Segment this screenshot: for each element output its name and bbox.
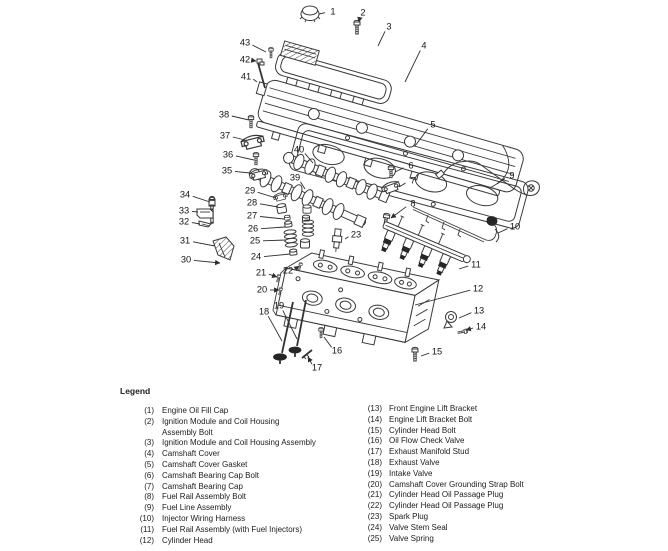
legend-item-number: (15) [367, 425, 382, 435]
callout-5: 5 [430, 119, 436, 130]
injector-wiring-harness [413, 207, 499, 242]
legend-item [352, 426, 562, 437]
legend-item [352, 501, 562, 512]
callout-4: 4 [421, 40, 427, 51]
callout-34: 34 [179, 189, 191, 200]
legend-item-number: (2) [144, 416, 154, 426]
legend-item [126, 471, 356, 482]
callout-leader-16 [324, 337, 332, 347]
callout-leader-29 [258, 192, 276, 198]
legend-item-label: Camshaft Cover Gasket [162, 459, 248, 469]
legend-item [352, 490, 562, 501]
engine-oil-fill-cap [300, 6, 320, 22]
callout-32: 32 [178, 216, 190, 227]
legend-item-number: (23) [367, 511, 382, 521]
legend-item [352, 415, 562, 426]
legend-item-label: Cylinder Head Oil Passage Plug [389, 501, 504, 511]
callout-leader-8 [391, 207, 406, 218]
legend-item-label: Fuel Line Assembly [162, 503, 232, 513]
callout-leader-33 [192, 211, 198, 212]
callout-8: 8 [410, 198, 416, 209]
legend-item [126, 482, 356, 493]
exhaust-manifold-stud [302, 350, 312, 359]
callout-39: 39 [289, 172, 301, 183]
callout-leader-13 [459, 313, 471, 318]
legend-item-label: Camshaft Cover Grounding Strap Bolt [389, 479, 524, 489]
legend-item-label: Ignition Module and Coil Housing Assembly [162, 438, 316, 448]
legend-item-number: (3) [144, 438, 154, 448]
legend-item-number: (25) [367, 533, 382, 543]
legend-item [352, 458, 562, 469]
callout-29: 29 [244, 185, 256, 196]
legend-item-label: Fuel Rail Assembly Bolt [162, 492, 247, 502]
legend-item-label: Exhaust Valve [389, 457, 440, 467]
legend-item-number: (12) [139, 535, 154, 545]
valvetrain-stack [301, 205, 314, 248]
callout-9: 9 [509, 170, 515, 181]
callout-28: 28 [246, 197, 258, 208]
callout-43: 43 [239, 37, 251, 48]
callout-leader-4 [405, 50, 420, 82]
legend-item-number: (11) [140, 524, 154, 534]
callout-leader-26 [261, 227, 285, 229]
callout-16: 16 [331, 345, 343, 356]
callout-leader-41 [253, 79, 257, 82]
callout-26: 26 [247, 223, 259, 234]
callout-leader-18 [268, 316, 282, 341]
legend-item-number: (7) [144, 481, 154, 491]
legend-item-number: (20) [367, 479, 382, 489]
legend-item [126, 406, 356, 417]
legend-item-label: Ignition Module and Coil Housing Assembly Bolt [162, 416, 280, 437]
spark-plug [331, 229, 342, 253]
callout-10: 10 [509, 221, 521, 232]
callout-42: 42 [239, 54, 251, 65]
legend-item-number: (19) [367, 468, 382, 478]
callout-2: 2 [360, 7, 366, 18]
legend-item [126, 460, 356, 471]
legend-item [352, 512, 562, 523]
cylinder-head [270, 243, 443, 357]
legend-item-label: Camshaft Bearing Cap [162, 481, 243, 491]
callout-leader-35 [235, 171, 250, 173]
legend-item-label: Intake Valve [389, 468, 433, 478]
front-engine-lift-bracket [444, 312, 457, 329]
legend-item-label: Valve Spring [389, 533, 434, 543]
legend-item-number: (6) [144, 470, 154, 480]
legend-column-left [126, 406, 356, 546]
callout-leader-3 [378, 31, 385, 46]
callout-leader-23 [345, 237, 349, 239]
callout-14: 14 [475, 321, 487, 332]
bearing-cap-bolt [253, 152, 258, 164]
callout-31: 31 [179, 235, 191, 246]
legend-item-label: Cylinder Head Bolt [389, 425, 456, 435]
legend-item-label: Oil Flow Check Valve [389, 436, 465, 446]
callout-18: 18 [258, 306, 270, 317]
legend-item [352, 480, 562, 491]
legend-item [352, 534, 562, 545]
legend-item [126, 492, 356, 503]
callout-leader-27 [260, 217, 284, 220]
legend-item-number: (24) [367, 522, 382, 532]
legend-title: Legend [120, 386, 151, 396]
callout-leader-38 [232, 116, 249, 120]
callout-leader-36 [236, 156, 254, 160]
legend-item-number: (16) [367, 436, 382, 446]
legend-item-number: (10) [139, 513, 154, 523]
legend-item-number: (1) [144, 406, 154, 415]
ignition-housing-bolt [354, 20, 360, 34]
callout-30: 30 [180, 254, 192, 265]
legend-item-number: (22) [367, 501, 382, 511]
legend-item-number: (8) [144, 492, 154, 502]
grounding-strap-bracket [213, 237, 234, 260]
callout-leader-6 [395, 168, 404, 172]
callout-leader-42 [253, 61, 256, 62]
legend-item-number: (9) [144, 503, 154, 513]
legend-item [352, 436, 562, 447]
callout-leader-14 [466, 328, 473, 330]
callout-leader-11 [459, 266, 468, 269]
callout-35: 35 [221, 165, 233, 176]
legend-item [352, 404, 562, 415]
callout-7: 7 [410, 175, 416, 186]
legend-item [126, 525, 356, 536]
legend-item-label: Engine Lift Bracket Bolt [389, 414, 473, 424]
legend-item [352, 523, 562, 534]
legend-item-label: Spark Plug [389, 511, 429, 521]
cylinder-head-bolt [412, 347, 418, 361]
legend-column-right [352, 404, 562, 544]
callout-leader-37 [233, 137, 245, 140]
legend-item-number: (13) [367, 404, 382, 413]
callout-24: 24 [250, 251, 262, 262]
legend-item-label: Camshaft Cover [162, 449, 220, 459]
callout-27: 27 [246, 210, 258, 221]
callout-6: 6 [408, 160, 414, 171]
legend-item-number: (5) [144, 459, 154, 469]
oil-flow-check-valve [319, 328, 324, 338]
legend-item [352, 469, 562, 480]
callout-leader-21 [269, 274, 277, 277]
legend-item [126, 438, 356, 449]
callout-25: 25 [249, 235, 261, 246]
legend-item [126, 536, 356, 547]
legend-item-number: (4) [144, 449, 154, 459]
legend-item-label: Cylinder Head [162, 535, 213, 545]
legend-item-number: (17) [367, 447, 382, 457]
callout-41: 41 [240, 71, 252, 82]
callout-leader-24 [264, 254, 290, 257]
legend-item [126, 449, 356, 460]
callout-leader-25 [263, 240, 286, 241]
callout-leader-10 [498, 229, 508, 233]
callout-23: 23 [350, 229, 362, 240]
legend-item [126, 417, 356, 439]
callout-leader-15 [421, 353, 429, 356]
legend-item-number: (14) [367, 414, 382, 424]
callout-13: 13 [473, 305, 485, 316]
callout-36: 36 [222, 149, 234, 160]
callout-38: 38 [218, 109, 230, 120]
callout-37: 37 [219, 130, 231, 141]
callout-leader-28 [260, 204, 278, 207]
legend-item [126, 503, 356, 514]
callout-17: 17 [311, 362, 323, 373]
callout-21: 21 [255, 267, 267, 278]
callout-15: 15 [431, 346, 443, 357]
legend-item [126, 514, 356, 525]
legend-item-label: Camshaft Bearing Cap Bolt [162, 470, 259, 480]
callout-leader-34 [193, 196, 210, 202]
clip [199, 221, 211, 227]
callout-1: 1 [330, 6, 336, 17]
callout-leader-43 [252, 45, 266, 52]
bearing-cap-bolt [248, 115, 253, 127]
bracket [197, 209, 213, 218]
legend-item-number: (18) [367, 457, 382, 467]
housing-bolt [269, 48, 274, 58]
callout-20: 20 [256, 284, 268, 295]
callout-19: 19 [273, 300, 285, 311]
callout-leader-31 [193, 242, 215, 246]
bearing-cap-bracket [240, 133, 268, 181]
callout-12: 12 [472, 283, 484, 294]
legend-item-label: Engine Oil Fill Cap [162, 406, 229, 415]
legend-item-label: Exhaust Manifold Stud [389, 447, 470, 457]
legend-item-label: Valve Stem Seal [389, 522, 448, 532]
legend-item-label: Injector Wiring Harness [162, 513, 246, 523]
callout-leader-1 [319, 13, 325, 14]
legend-item-label: Cylinder Head Oil Passage Plug [389, 490, 504, 500]
callout-leader-30 [194, 260, 220, 263]
legend-item-number: (21) [367, 490, 382, 500]
callout-40: 40 [293, 144, 305, 155]
callout-3: 3 [386, 21, 392, 32]
legend-item [352, 447, 562, 458]
legend-item-label: Fuel Rail Assembly (with Fuel Injectors) [162, 524, 303, 534]
legend-item-label: Front Engine Lift Bracket [389, 404, 478, 413]
callout-11: 11 [471, 259, 481, 270]
callout-33: 33 [178, 205, 190, 216]
callout-22: 22 [282, 265, 294, 276]
